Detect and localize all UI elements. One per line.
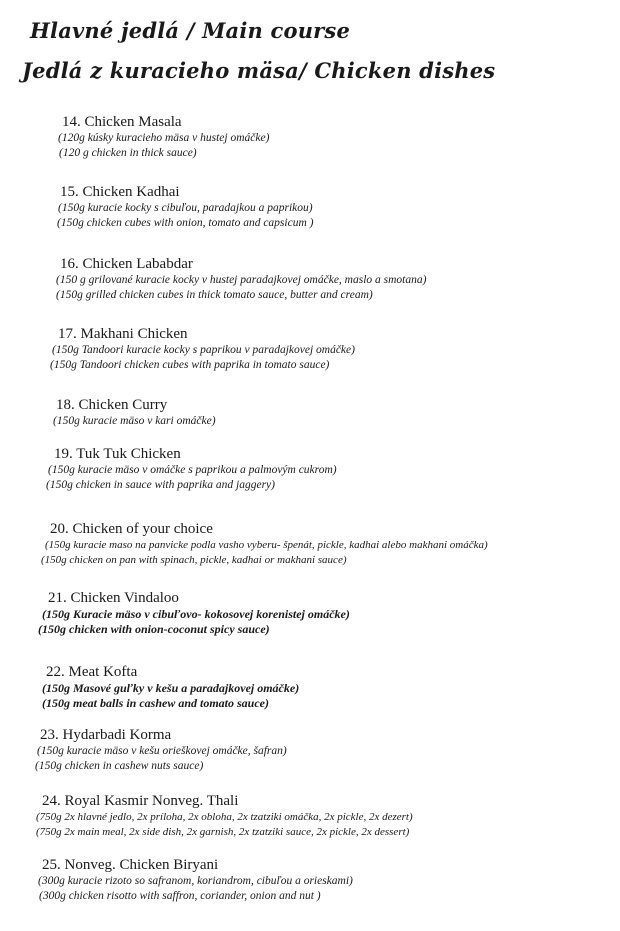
dish-description-sk: (150g kuracie mäso v omáčke s paprikou a palmovým cukrom) — [48, 464, 337, 476]
dish-description-en: (150g chicken in cashew nuts sauce) — [35, 760, 204, 772]
dish-description-en: (120 g chicken in thick sauce) — [59, 147, 197, 159]
dish-description-sk: (150g Tandoori kuracie kocky s paprikou v paradajkovej omáčke) — [52, 344, 355, 356]
dish-description-en: (150g grilled chicken cubes in thick tomato sauce, butter and cream) — [56, 289, 373, 301]
dish-name: 21. Chicken Vindaloo — [48, 590, 179, 606]
dish-item — [58, 113, 270, 161]
dish-item — [36, 792, 413, 840]
dish-name: 18. Chicken Curry — [56, 397, 168, 413]
dish-description-en: (150g Tandoori chicken cubes with paprika in tomato sauce) — [50, 359, 330, 371]
dish-name: 20. Chicken of your choice — [50, 521, 213, 537]
dish-description-sk: (150g Masové guľky v kešu a paradajkovej omáčke) — [42, 681, 300, 695]
dish-description-sk: (150g kuracie kocky s cibuľou, paradajkou a paprikou) — [58, 202, 313, 214]
dish-description-en: (150g chicken cubes with onion, tomato and capsicum ) — [57, 217, 314, 229]
dish-description-sk: (300g kuracie rizoto so safranom, koriandrom, cibuľou a orieskami) — [38, 875, 353, 887]
dish-description-en: (150g chicken in sauce with paprika and jaggery) — [46, 479, 275, 491]
dish-item — [46, 445, 337, 493]
dish-item — [50, 325, 355, 373]
dish-item — [57, 183, 314, 231]
dish-item — [38, 589, 350, 637]
dish-name: 25. Nonveg. Chicken Biryani — [42, 857, 219, 873]
dish-item — [38, 856, 353, 904]
dish-description-sk: (150g kuracie mäso v kari omáčke) — [53, 415, 216, 427]
dish-name: 24. Royal Kasmir Nonveg. Thali — [42, 793, 239, 809]
menu-heading-chicken: Jedlá z kuracieho mäsa/ Chicken dishes — [22, 58, 496, 83]
dish-name: 19. Tuk Tuk Chicken — [54, 446, 181, 462]
dish-name: 15. Chicken Kadhai — [60, 184, 180, 200]
dish-description-sk: (150g kuracie mäso v kešu orieškovej omáčke, šafran) — [37, 745, 287, 757]
dish-description-en: (150g chicken on pan with spinach, pickle, kadhai or makhani sauce) — [41, 554, 347, 566]
dish-item — [35, 726, 287, 774]
dish-description-en: (150g chicken with onion-coconut spicy sauce) — [38, 622, 270, 636]
dish-item — [56, 255, 427, 303]
dish-description-sk: (750g 2x hlavné jedlo, 2x príloha, 2x obloha, 2x tzatziki omáčka, 2x pickle, 2x dezert) — [36, 811, 413, 823]
dish-description-sk: (150g kuracie maso na panvicke podla vasho vyberu- špenát, pickle, kadhai alebo makhani omáčka) — [45, 539, 488, 551]
dish-description-en: (300g chicken risotto with saffron, coriander, onion and nut ) — [39, 890, 321, 902]
dish-name: 22. Meat Kofta — [46, 664, 138, 680]
dish-name: 17. Makhani Chicken — [58, 326, 188, 342]
dish-item — [42, 663, 300, 711]
dish-item — [41, 520, 488, 568]
dish-description-en: (150g meat balls in cashew and tomato sauce) — [42, 696, 270, 710]
dish-item — [53, 396, 216, 429]
dish-name: 16. Chicken Lababdar — [60, 256, 193, 272]
dish-description-sk: (150 g grilované kuracie kocky v hustej paradajkovej omáčke, maslo a smotana) — [56, 274, 427, 286]
dish-description-sk: (120g kúsky kuracieho mäsa v hustej omáčke) — [58, 132, 270, 144]
dish-description-en: (750g 2x main meal, 2x side dish, 2x garnish, 2x tzatziki sauce, 2x pickle, 2x dessert) — [36, 826, 410, 838]
menu-heading-main: Hlavné jedlá / Main course — [30, 18, 351, 43]
dish-description-sk: (150g Kuracie mäso v cibuľovo- kokosovej korenistej omáčke) — [42, 607, 350, 621]
dish-name: 14. Chicken Masala — [62, 114, 182, 130]
dish-name: 23. Hydarbadi Korma — [40, 727, 172, 743]
